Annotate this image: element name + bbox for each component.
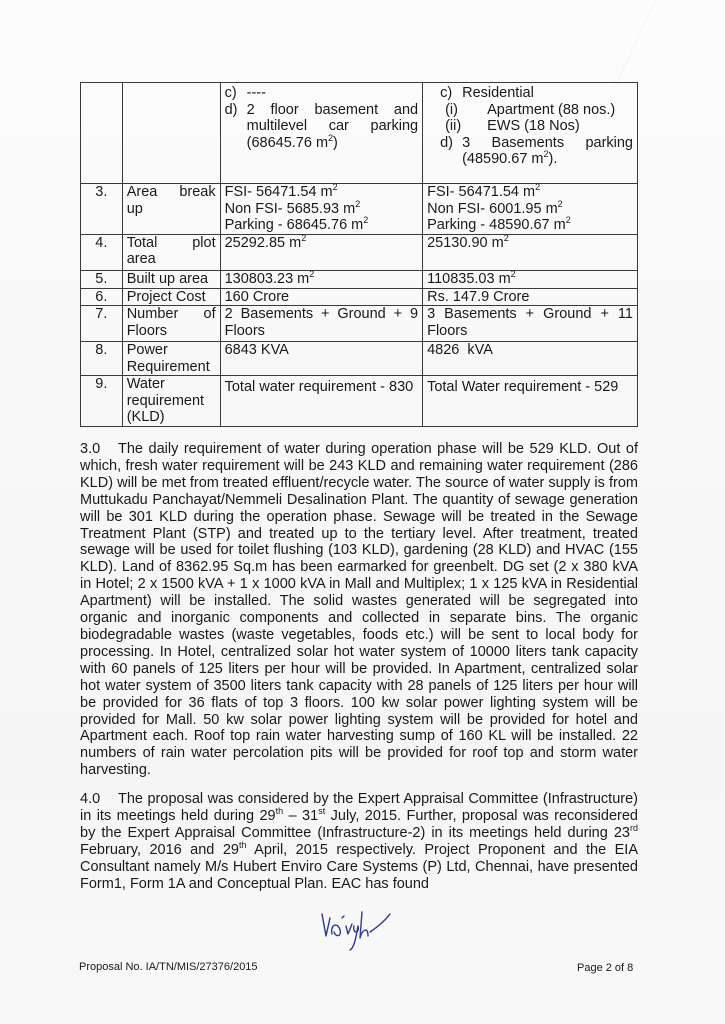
row-label: Project Cost (122, 288, 220, 306)
row-label: Total plot area (122, 234, 220, 270)
section-3-paragraph (80, 441, 638, 779)
row-label: Number of Floors (122, 306, 220, 342)
list-subitem-i: (i) Apartment (88 nos.) (445, 101, 616, 118)
page-number: Page 2 of 8 (577, 962, 634, 974)
original-value-cell (220, 83, 422, 184)
amended-value-cell: FSI- 56471.54 $m^2$ Non FSI- 6001.95 $m^2$ Parking - 48590.67 $m^2$ (423, 184, 638, 235)
row-number: 9. (81, 376, 123, 427)
table-row-power-requirement (81, 342, 638, 376)
row-number: 4. (81, 234, 123, 270)
original-value-cell: 25292.85 $m^2$ (220, 234, 422, 270)
proposal-number: Proposal No. IA/TN/MIS/27376/2015 (79, 961, 258, 973)
row-number: 3. (81, 184, 123, 235)
section-number: 4.0 (80, 791, 101, 807)
original-value-cell: 6843 KVA (220, 342, 422, 376)
list-item-c: c) Residential (440, 85, 534, 101)
amended-value-cell: 4826 kVA (423, 342, 638, 376)
amended-value-cell: Total Water requirement - 529 (423, 376, 638, 427)
amended-value-cell (423, 83, 638, 184)
list-item-d: d) 3 Basements parking (48590.67 $m^2$). (440, 134, 633, 167)
original-value-cell: 160 Crore (220, 288, 422, 306)
list-item-d: d) 2 floor basement and multilevel car parking (68645.76 $m^2$) (224, 101, 419, 151)
section-number: 3.0 (80, 441, 101, 457)
row-number: 7. (81, 306, 123, 342)
list-item-c: c) ---- (224, 85, 266, 101)
row-number: 8. (81, 342, 123, 376)
table-row-project-cost (81, 288, 638, 306)
original-value-cell: 2 Basements + Ground + 9 Floors (220, 306, 422, 342)
amended-value-cell: 3 Basements + Ground + 11 Floors (423, 306, 638, 342)
section-body: The daily requirement of water during operation phase will be 529 KLD. Out of which, fresh water requirement will be 243 KLD and remaining water requirement (286 KLD) will be met from treated effluent/recycle water. The source of water supply is from Muttukadu Panchayat/Nemmeli Desalination Plant. The quantity of sewage generation will be 301 KLD during the operation phase. Sewage will be treated in the Sewage Treatment Plant (STP) and treated up to the tertiary level. After treatment, treated sewage will be used for toilet flushing (103 KLD), gardening (28 KLD) and HVAC (155 KLD). Land of 8362.95 Sq.m has been earmarked for greenbelt. DG set (2 x 380 kVA in Hotel; 2 x 1500 kVA + 1 x 1000 kVA in Mall and Multiplex; 1 x 125 kVA in Residential Apartment) will be installed. The solid wastes generated will be segregated into organic and inorganic components and collected in separate bins. The organic biodegradable wastes (waste vegetables, foods etc.) will be sent to local body for processing. In Hotel, centralized solar hot water system of 10000 liters tank capacity with 60 panels of 125 liters per hour will be provided. In Apartment, centralized solar hot water system of 3500 liters tank capacity with 28 panels of 125 liters per hour will be provided for 36 flats of top 3 floors. 100 kw solar power lighting system will be provided for Mall. 50 kw solar power lighting system will be provided for hotel and Apartment each. Roof top rain water harvesting sump of 160 KL will be installed. 22 numbers of rain water percolation pits will be provided for roof top and storm water harvesting. (80, 441, 638, 779)
original-value-cell: FSI- 56471.54 $m^2$ Non FSI- 5685.93 $m^2$ Parking - 68645.76 $m^2$ (220, 184, 422, 235)
row-label: Power Requirement (122, 342, 220, 376)
table-row-built-up-area (81, 270, 638, 288)
table-row-plot-area (81, 234, 638, 270)
row-number-cell (81, 83, 123, 184)
table-row-continuation (81, 83, 638, 184)
original-value-cell: Total water requirement - 830 (220, 376, 422, 427)
row-number: 6. (81, 288, 123, 306)
row-label-cell (122, 83, 220, 184)
section-4-paragraph: 4.0 The proposal was considered by the Expert Appraisal Committee (Infrastructure) in its meetings held during 29th – 31st July, 2015. Further, proposal was reconsidered by the Expert Appraisal Committee (Infrastructure-2) in its meetings held during 23rd February, 2016 and 29th April, 2015 respectively. Project Proponent and the EIA Consultant namely M/s Hubert Enviro Care Systems (P) Ltd, Chennai, have presented Form1, Form 1A and Conceptual Plan. EAC has found (80, 791, 639, 892)
table-row-area-breakup (81, 184, 638, 235)
row-number: 5. (81, 270, 123, 288)
amended-value-cell: Rs. 147.9 Crore (423, 288, 638, 306)
row-label: Area break up (122, 184, 220, 235)
amended-value-cell: 110835.03 $m^2$ (423, 270, 638, 288)
table-row-water-requirement (81, 376, 638, 427)
original-value-cell: 130803.23 $m^2$ (220, 270, 422, 288)
list-subitem-ii: (ii) EWS (18 Nos) (445, 118, 580, 134)
row-label: Water requirement (KLD) (122, 376, 220, 427)
table-row-number-of-floors (81, 306, 638, 342)
signature-icon (316, 904, 396, 954)
row-label: Built up area (122, 270, 220, 288)
comparison-table (80, 82, 638, 427)
amended-value-cell: 25130.90 $m^2$ (423, 234, 638, 270)
